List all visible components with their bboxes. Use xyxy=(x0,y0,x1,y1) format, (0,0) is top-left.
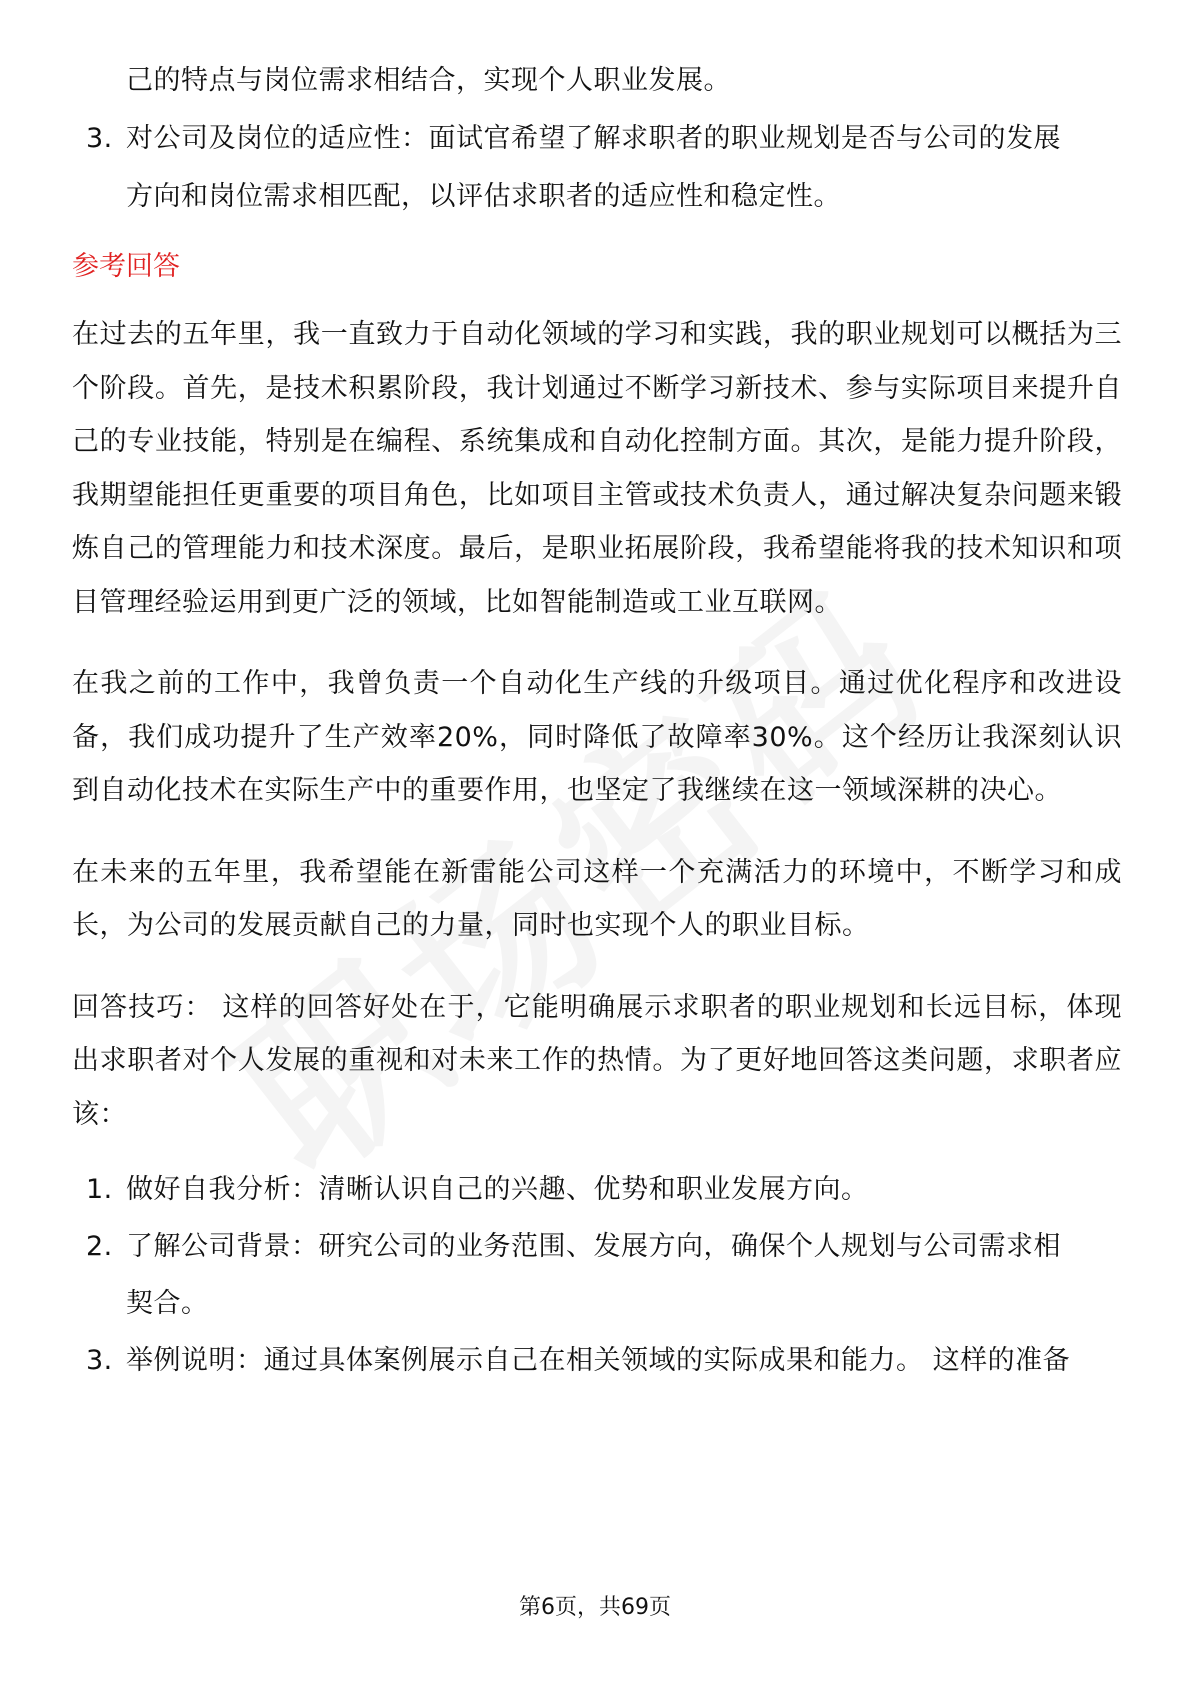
list-item xyxy=(72,110,1122,226)
list-item-text-line: 对公司及岗位的适应性：面试官希望了解求职者的职业规划是否与公司的发展 xyxy=(126,123,1061,154)
list-item xyxy=(72,1218,1122,1332)
list-continuation-line: 己的特点与岗位需求相结合，实现个人职业发展。 xyxy=(126,65,731,96)
answer-paragraph-1: 在过去的五年里，我一直致力于自动化领域的学习和实践，我的职业规划可以概括为三个阶段。首先，是技术积累阶段，我计划通过不断学习新技术、参与实际项目来提升自己的专业技能，特别是在编程、系统集成和自动化控制方面。其次，是能力提升阶段，我期望能担任更重要的项目角色，比如项目主管或技术负责人，通过解决复杂问题来锻炼自己的管理能力和技术深度。最后，是职业拓展阶段，我希望能将我的技术知识和项目管理经验运用到更广泛的领域，比如智能制造或工业互联网。 xyxy=(72,319,1122,618)
list-item-number: 1. xyxy=(86,1174,113,1205)
list-item-text-line: 契合。 xyxy=(126,1288,209,1319)
list-item-number: 3. xyxy=(86,1345,113,1376)
list-item-number: 3. xyxy=(86,123,113,154)
list-item-text-line: 做好自我分析：清晰认识自己的兴趣、优势和职业发展方向。 xyxy=(126,1174,869,1205)
page-footer: 第6页，共69页 xyxy=(519,1595,671,1620)
list-item-text-line: 举例说明：通过具体案例展示自己在相关领域的实际成果和能力。 这样的准备 xyxy=(126,1345,1071,1376)
answer-paragraph-2: 在我之前的工作中，我曾负责一个自动化生产线的升级项目。通过优化程序和改进设备，我们成功提升了生产效率20%，同时降低了故障率30%。这个经历让我深刻认识到自动化技术在实际生产中的重要作用，也坚定了我继续在这一领域深耕的决心。 xyxy=(72,668,1122,806)
list-item-text-line: 了解公司背景：研究公司的业务范围、发展方向，确保个人规划与公司需求相 xyxy=(126,1231,1061,1262)
list-item xyxy=(72,1161,1122,1218)
section-heading: 参考回答 xyxy=(72,251,180,282)
list-item-number: 2. xyxy=(86,1231,113,1262)
page-content xyxy=(72,52,1122,1389)
list-item-text-line: 方向和岗位需求相匹配，以评估求职者的适应性和稳定性。 xyxy=(126,181,841,212)
answer-paragraph-3: 在未来的五年里，我希望能在新雷能公司这样一个充满活力的环境中，不断学习和成长，为公司的发展贡献自己的力量，同时也实现个人的职业目标。 xyxy=(72,856,1122,941)
tips-list xyxy=(72,1161,1122,1389)
tips-intro-paragraph: 回答技巧： 这样的回答好处在于，它能明确展示求职者的职业规划和长远目标，体现出求职者对个人发展的重视和对未来工作的热情。为了更好地回答这类问题，求职者应该： xyxy=(72,991,1122,1130)
list-item xyxy=(72,1332,1122,1389)
